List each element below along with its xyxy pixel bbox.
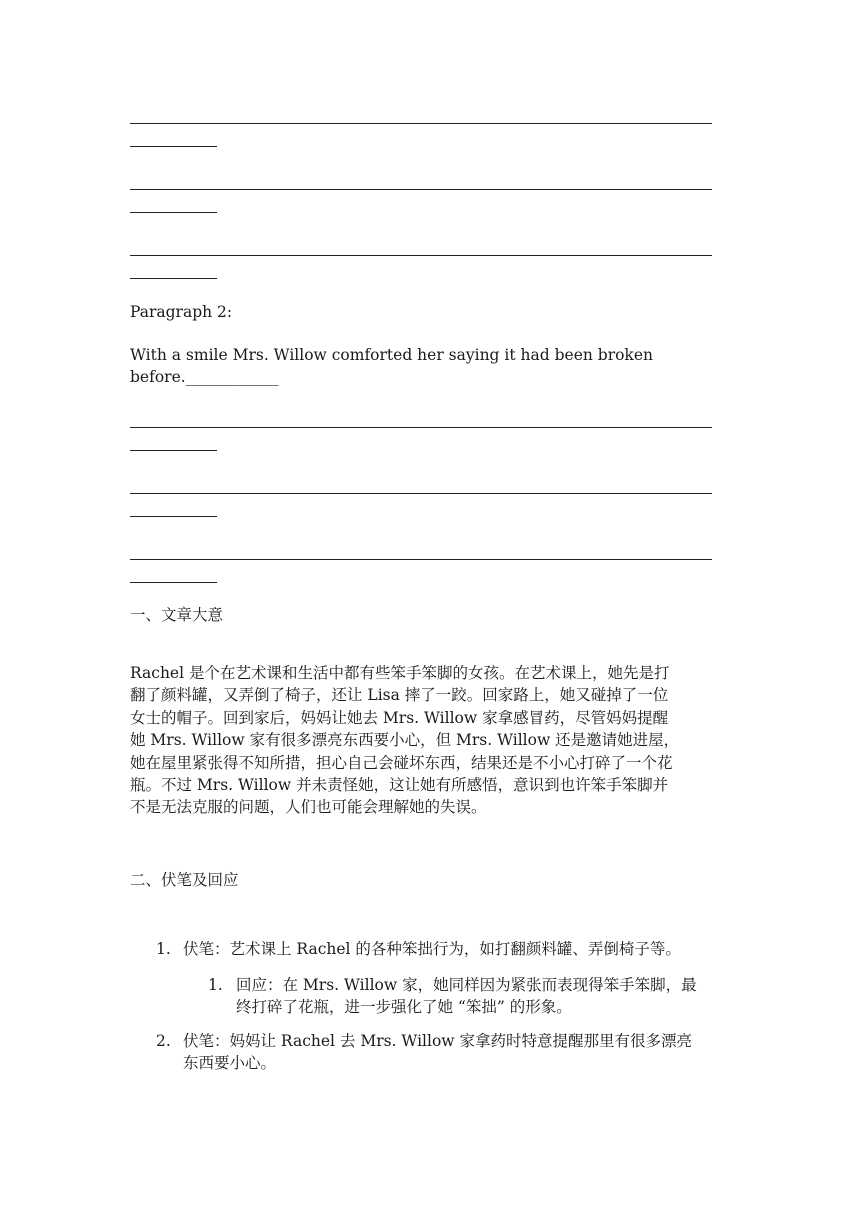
list-item-line: 伏笔：妈妈让 Rachel 去 Mrs. Willow 家拿药时特意提醒那里有很多漂亮 xyxy=(183,1032,692,1050)
list-item-line: 终打碎了花瓶，进一步强化了她 “笨拙” 的形象。 xyxy=(236,998,572,1017)
section-heading: 二、伏笔及回应 xyxy=(130,871,239,889)
answer-line-end[interactable] xyxy=(130,278,217,279)
summary-line: 瓶。不过 Mrs. Willow 并未责怪她，这让她有所感悟，意识到也许笨手笨脚并 xyxy=(130,776,669,795)
answer-line-end[interactable] xyxy=(130,212,217,213)
list-item-line: 回应：在 Mrs. Willow 家，她同样因为紧张而表现得笨手笨脚，最 xyxy=(236,976,697,994)
summary-line: 不是无法克服的问题，人们也可能会理解她的失误。 xyxy=(130,798,487,817)
list-item xyxy=(236,974,733,1019)
summary-line: 她在屋里紧张得不知所措，担心自己会碰坏东西，结果还是不小心打碎了一个花 xyxy=(130,753,673,772)
answer-line[interactable] xyxy=(130,559,712,560)
summary-line: 女士的帽子。回到家后，妈妈让她去 Mrs. Willow 家拿感冒药，尽管妈妈提醒 xyxy=(130,708,669,727)
list-number: 1. xyxy=(208,976,223,994)
answer-line-end[interactable] xyxy=(130,582,217,583)
paragraph-opening-line: before.____________ xyxy=(130,368,279,386)
answer-line[interactable] xyxy=(130,255,712,256)
paragraph-opening-line: With a smile Mrs. Willow comforted her saying it had been broken xyxy=(130,346,653,364)
answer-line-end[interactable] xyxy=(130,146,217,147)
answer-line-end[interactable] xyxy=(130,450,217,451)
list-item-line: 东西要小心。 xyxy=(183,1054,277,1073)
list-item xyxy=(183,1030,733,1075)
answer-line[interactable] xyxy=(130,189,712,190)
paragraph-label: Paragraph 2: xyxy=(130,303,233,321)
summary-paragraph xyxy=(130,662,730,819)
summary-line: Rachel 是个在艺术课和生活中都有些笨手笨脚的女孩。在艺术课上，她先是打 xyxy=(130,664,670,682)
answer-line-end[interactable] xyxy=(130,516,217,517)
answer-line[interactable] xyxy=(130,427,712,428)
answer-line[interactable] xyxy=(130,123,712,124)
section-heading: 一、文章大意 xyxy=(130,606,224,624)
list-item-line: 伏笔：艺术课上 Rachel 的各种笨拙行为，如打翻颜料罐、弄倒椅子等。 xyxy=(183,940,681,958)
summary-line: 她 Mrs. Willow 家有很多漂亮东西要小心，但 Mrs. Willow 还是邀请她进屋， xyxy=(130,731,680,750)
list-number: 2. xyxy=(156,1032,171,1050)
summary-line: 翻了颜料罐，又弄倒了椅子，还让 Lisa 摔了一跤。回家路上，她又碰掉了一位 xyxy=(130,686,669,705)
list-number: 1. xyxy=(156,940,171,958)
list-item xyxy=(183,938,733,960)
answer-line[interactable] xyxy=(130,493,712,494)
